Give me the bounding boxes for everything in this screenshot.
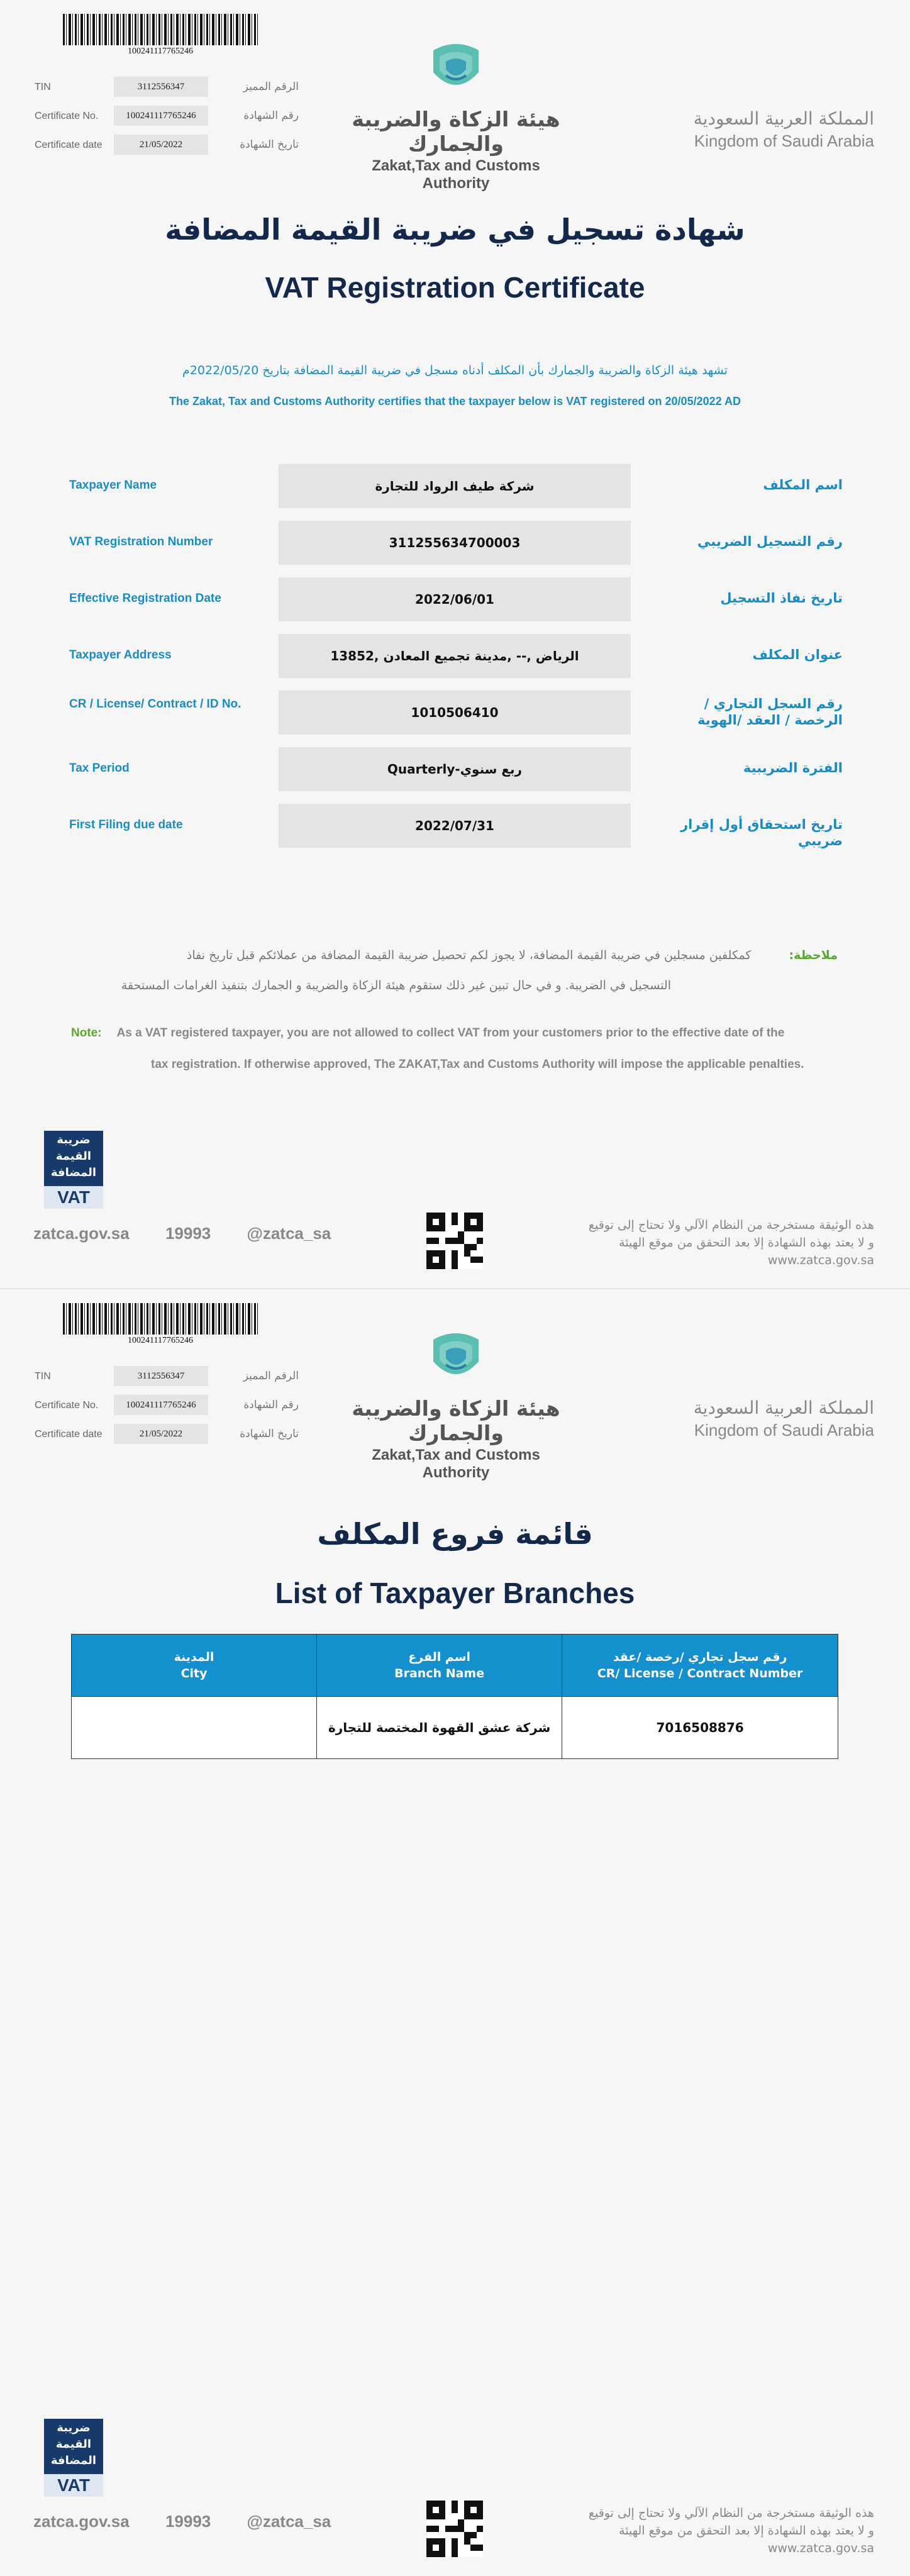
branches-page: [0, 1288, 910, 2576]
cert-date-value: 21/05/2022: [114, 1424, 208, 1444]
kingdom-name: [694, 1397, 874, 1440]
footer-contacts: [33, 1224, 362, 1243]
zatca-logo: [340, 38, 572, 192]
tin-row: [35, 1363, 299, 1392]
footer-contacts: [33, 2512, 362, 2531]
field-cr-license: [69, 691, 843, 735]
tin-value: 3112556347: [114, 77, 208, 97]
field-label-ar: عنوان المكلف: [752, 647, 843, 662]
col-city: [72, 1635, 317, 1697]
field-label-ar: الفترة الضريبية: [743, 760, 843, 775]
field-vat-number: [69, 521, 843, 565]
certificate-info: [35, 74, 299, 161]
field-value: ربع سنوي-Quarterly: [279, 747, 631, 791]
tin-label-ar: الرقم المميز: [243, 1370, 299, 1382]
col-city-ar: المدينة: [174, 1650, 214, 1664]
zatca-emblem-icon: [427, 1327, 485, 1390]
cert-date-value: 21/05/2022: [114, 135, 208, 155]
certify-statement-ar: تشهد هيئة الزكاة والضريبة والجمارك بأن المكلف أدناه مسجل في ضريبة القيمة المضافة بتاريخ 2022/05/20م: [182, 364, 728, 377]
vat-logo: [44, 2419, 103, 2497]
cert-no-label-en: Certificate No.: [35, 111, 99, 121]
footer-phone: 19993: [165, 2512, 211, 2531]
branches-title-en: List of Taxpayer Branches: [275, 1577, 635, 1609]
field-label-en: Taxpayer Address: [69, 648, 172, 662]
disclaimer-ar-1: هذه الوثيقة مستخرجة من النظام الآلي ولا تحتاج إلى توقيع: [588, 2506, 874, 2520]
tin-value: 3112556347: [114, 1366, 208, 1386]
vat-logo-en: VAT: [44, 2474, 103, 2497]
cert-no-row: [35, 1392, 299, 1421]
footer-phone: 19993: [165, 1224, 211, 1243]
cert-date-label-en: Certificate date: [35, 140, 103, 150]
barcode: [63, 14, 258, 57]
cert-date-label-ar: تاريخ الشهادة: [240, 1428, 299, 1440]
note-en-text1: As a VAT registered taxpayer, you are not allowed to collect VAT from your customers prior to the effective date of the: [116, 1026, 785, 1040]
col-cr-number: [562, 1635, 838, 1697]
note-label-en: Note:: [71, 1026, 102, 1040]
col-branch-en: Branch Name: [394, 1667, 485, 1680]
cert-date-row: [35, 132, 299, 161]
vat-logo-en: VAT: [44, 1186, 103, 1209]
cert-no-label-ar: رقم الشهادة: [243, 109, 299, 122]
vat-logo-ar-3: المضافة: [50, 1166, 97, 1179]
col-branch-name: [317, 1635, 562, 1697]
note-label-ar: ملاحظة:: [789, 948, 838, 962]
field-label-en: Effective Registration Date: [69, 592, 221, 605]
cert-no-label-ar: رقم الشهادة: [243, 1399, 299, 1411]
cell-city: [72, 1697, 317, 1759]
note-en-line2: tax registration. If otherwise approved, The ZAKAT,Tax and Customs Authority will impose the applicable penalties.: [151, 1058, 804, 1071]
certify-statement-en: The Zakat, Tax and Customs Authority certifies that the taxpayer below is VAT registered on 20/05/2022 AD: [169, 395, 741, 408]
field-label-en: First Filing due date: [69, 818, 183, 831]
field-effective-date: [69, 577, 843, 621]
disclaimer-ar-2: و لا يعتد بهذه الشهادة إلا بعد التحقق من موقع الهيئة: [619, 2524, 874, 2538]
barcode-number: 100241117765246: [128, 1336, 193, 1345]
note-ar-line1: [70, 948, 838, 962]
tin-label-en: TIN: [35, 82, 51, 92]
kingdom-name-ar: المملكة العربية السعودية: [693, 108, 874, 129]
field-label-en: Tax Period: [69, 762, 130, 775]
kingdom-name-ar: المملكة العربية السعودية: [693, 1397, 874, 1418]
footer-disclaimer: [560, 2504, 874, 2557]
kingdom-name-en: Kingdom of Saudi Arabia: [694, 131, 874, 150]
footer-website[interactable]: zatca.gov.sa: [33, 2512, 130, 2531]
field-value: 2022/07/31: [279, 804, 631, 848]
barcode-bars: [63, 1303, 258, 1335]
field-label-ar: تاريخ نفاذ التسجيل: [720, 591, 843, 606]
authority-name-ar: هيئة الزكاة والضريبة والجمارك: [352, 1396, 560, 1445]
tin-row: [35, 74, 299, 103]
note-ar-line2: التسجيل في الضريبة. و في حال تبين غير ذلك ستقوم هيئة الزكاة والضريبة و الجمارك بتنفيذ الغرامات المستحقة: [121, 979, 671, 992]
qr-code-icon: [426, 2501, 483, 2557]
barcode-number: 100241117765246: [128, 47, 193, 56]
note-ar-text1: كمكلفين مسجلين في ضريبة القيمة المضافة، لا يجوز لكم تحصيل ضريبة القيمة المضافة من عملائكم قبل تاريخ نفاذ: [186, 948, 752, 962]
cell-cr-number: 7016508876: [562, 1697, 838, 1759]
field-label-en: Taxpayer Name: [69, 479, 157, 492]
vat-logo-ar-3: المضافة: [50, 2454, 97, 2467]
field-label-en: VAT Registration Number: [69, 535, 213, 548]
cell-branch-name: شركة عشق القهوة المختصة للتجارة: [317, 1697, 562, 1759]
cert-date-label-en: Certificate date: [35, 1429, 103, 1440]
field-label-ar: تاريخ استحقاق أول إقرار ضريبي: [680, 817, 843, 848]
field-value: شركة طيف الرواد للتجارة: [279, 464, 631, 508]
col-city-en: City: [180, 1667, 208, 1680]
kingdom-name: [694, 108, 874, 151]
cert-no-value: 100241117765246: [114, 1395, 208, 1415]
field-taxpayer-address: [69, 634, 843, 678]
note-en-line1: [71, 1026, 845, 1040]
tin-label-ar: الرقم المميز: [243, 80, 299, 93]
kingdom-name-en: Kingdom of Saudi Arabia: [694, 1421, 874, 1440]
field-label-ar: رقم التسجيل الضريبي: [697, 534, 843, 549]
field-first-filing-date: [69, 804, 843, 848]
footer-website[interactable]: zatca.gov.sa: [33, 1224, 130, 1243]
branches-title-ar: قائمة فروع المكلف: [317, 1517, 593, 1551]
vat-logo-ar-2: القيمة: [55, 2438, 92, 2451]
branches-table: [71, 1634, 838, 1759]
field-value: الرياض ,-- ,مدينة تجميع المعادن ,13852: [279, 634, 631, 678]
field-label-ar: رقم السجل التجاري / الرخصة / العقد /الهوية: [697, 696, 843, 728]
footer-handle[interactable]: @zatca_sa: [247, 2512, 331, 2531]
disclaimer-url[interactable]: www.zatca.gov.sa: [767, 1253, 874, 1267]
certificate-title-en: VAT Registration Certificate: [265, 271, 645, 304]
col-cr-en: CR/ License / Contract Number: [597, 1667, 803, 1680]
cert-date-label-ar: تاريخ الشهادة: [240, 138, 299, 151]
field-value: 311255634700003: [279, 521, 631, 565]
field-taxpayer-name: [69, 464, 843, 508]
cert-date-row: [35, 1421, 299, 1450]
cert-no-row: [35, 103, 299, 132]
certificate-title-ar: شهادة تسجيل في ضريبة القيمة المضافة: [165, 213, 745, 247]
authority-name-ar: هيئة الزكاة والضريبة والجمارك: [352, 107, 560, 156]
zatca-logo: [340, 1327, 572, 1482]
field-tax-period: [69, 747, 843, 791]
footer-disclaimer: [560, 1216, 874, 1269]
table-header-row: [72, 1635, 838, 1697]
authority-name-en: Zakat,Tax and Customs Authority: [372, 1446, 540, 1481]
vat-logo-ar-1: ضريبة: [57, 1133, 91, 1146]
tin-label-en: TIN: [35, 1371, 51, 1382]
col-branch-ar: اسم الفرع: [408, 1650, 471, 1664]
cert-no-value: 100241117765246: [114, 106, 208, 126]
disclaimer-ar-2: و لا يعتد بهذه الشهادة إلا بعد التحقق من موقع الهيئة: [619, 1236, 874, 1250]
disclaimer-url[interactable]: www.zatca.gov.sa: [767, 2541, 874, 2555]
barcode-bars: [63, 14, 258, 45]
col-cr-ar: رقم سجل تجاري /رخصة /عقد: [613, 1650, 787, 1664]
certificate-info: [35, 1363, 299, 1450]
table-row: [72, 1697, 838, 1759]
cert-no-label-en: Certificate No.: [35, 1400, 99, 1411]
barcode: [63, 1303, 258, 1346]
vat-logo: [44, 1131, 103, 1209]
zatca-emblem-icon: [427, 38, 485, 101]
field-value: 2022/06/01: [279, 577, 631, 621]
vat-logo-ar-2: القيمة: [55, 1150, 92, 1163]
field-label-ar: اسم المكلف: [763, 477, 843, 492]
field-value: 1010506410: [279, 691, 631, 735]
footer-handle[interactable]: @zatca_sa: [247, 1224, 331, 1243]
qr-code-icon: [426, 1213, 483, 1269]
disclaimer-ar-1: هذه الوثيقة مستخرجة من النظام الآلي ولا تحتاج إلى توقيع: [588, 1218, 874, 1232]
authority-name-en: Zakat,Tax and Customs Authority: [372, 157, 540, 192]
field-label-en: CR / License/ Contract / ID No.: [69, 697, 241, 711]
vat-logo-ar-1: ضريبة: [57, 2421, 91, 2434]
